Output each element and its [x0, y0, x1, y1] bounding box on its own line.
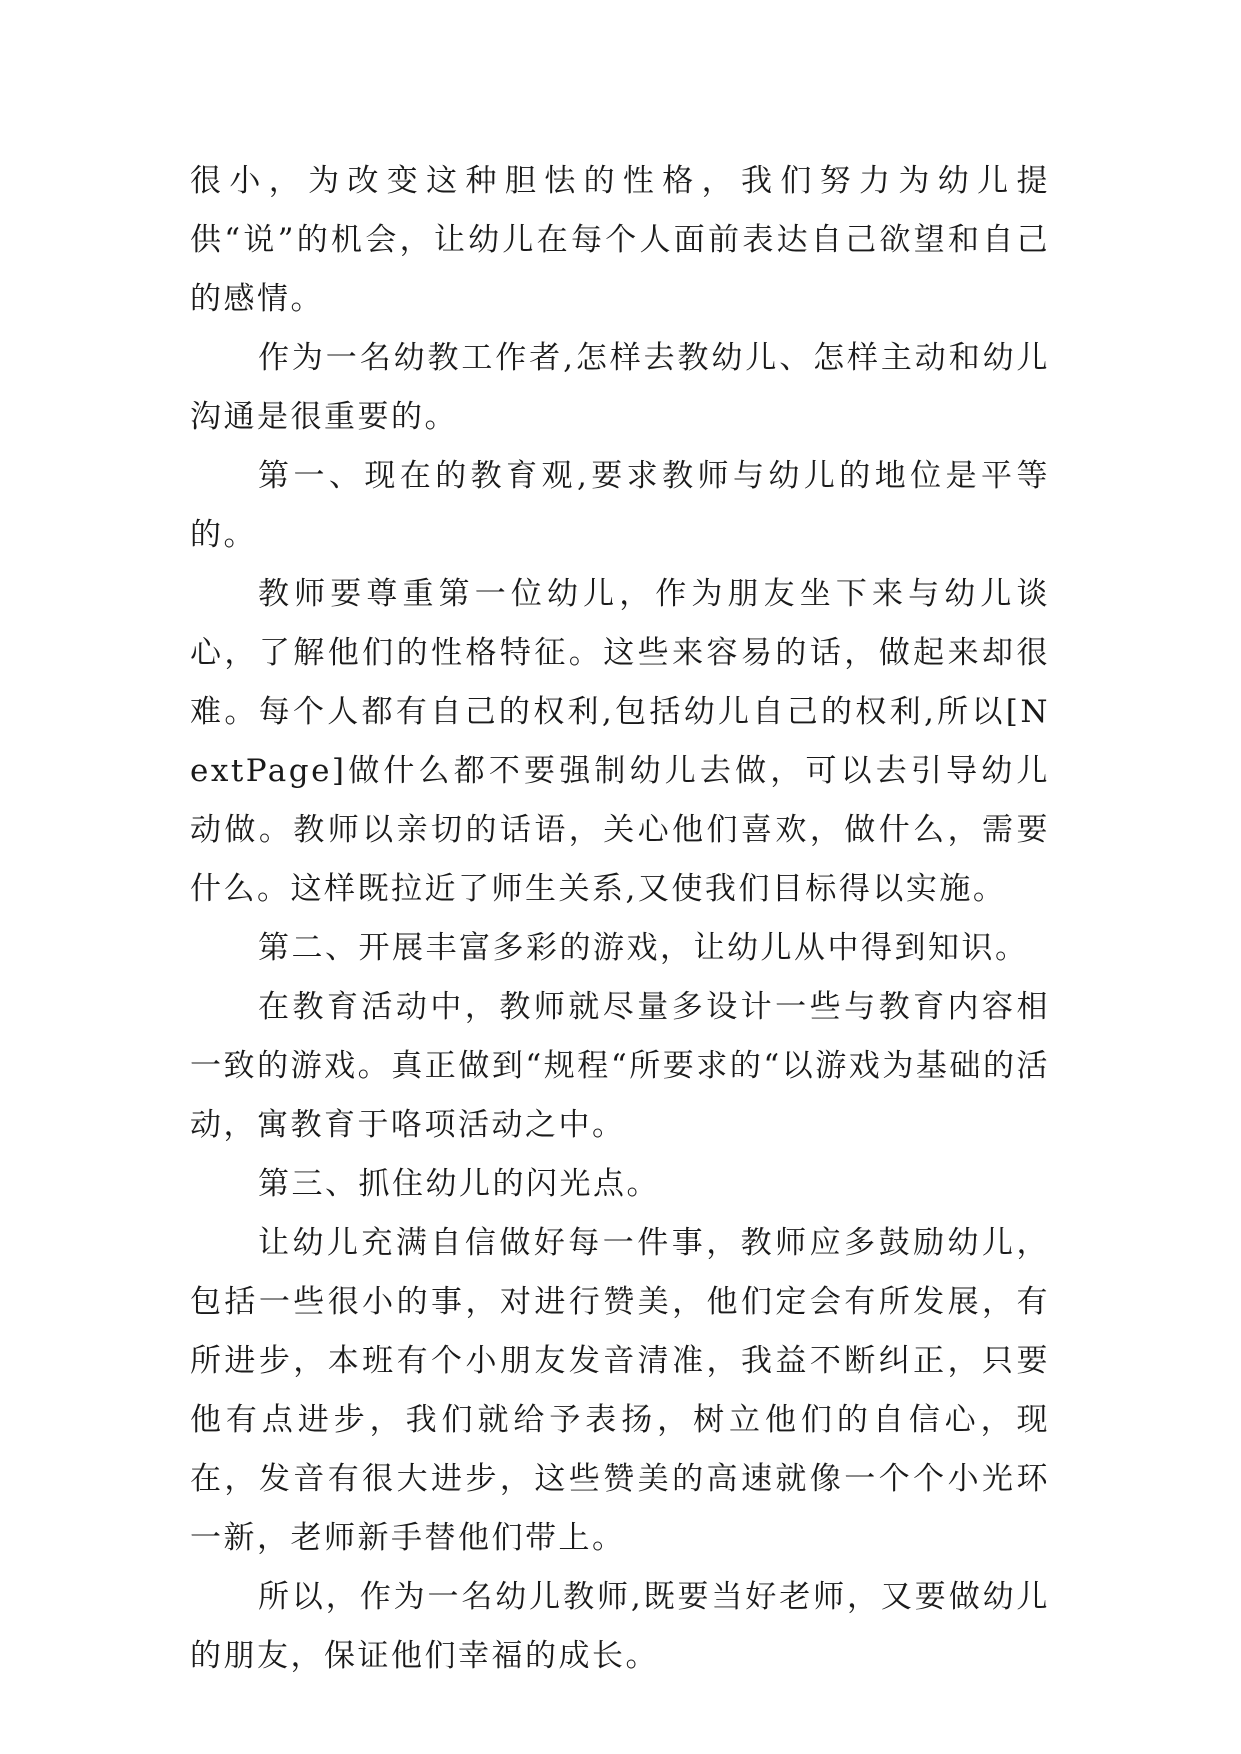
paragraph-5-heading-second: 第二、开展丰富多彩的游戏，让幼儿从中得到知识。 [258, 930, 1029, 966]
paragraph-8: 让幼儿充满自信做好每一件事，教师应多鼓励幼儿，包括一些很小的事，对进行赞美，他们定会有所发展，有所进步，本班有个小朋友发音清准，我益不断纠正，只要他有点进步，我们就给予表扬，树立他们的自信心，现在，发音有很大进步，这些赞美的高速就像一个个小光环一新，老师新手替他们带上。 [190, 1225, 1050, 1556]
paragraph-2: 作为一名幼教工作者,怎样去教幼儿、怎样主动和幼儿沟通是很重要的。 [190, 340, 1050, 435]
paragraph-3-heading-first: 第一、现在的教育观,要求教师与幼儿的地位是平等的。 [190, 458, 1050, 553]
paragraph-1: 很小，为改变这种胆怯的性格，我们努力为幼儿提供“说”的机会，让幼儿在每个人面前表达自己欲望和自己的感情。 [190, 163, 1050, 317]
document-body [190, 152, 1050, 1686]
paragraph-6: 在教育活动中，教师就尽量多设计一些与教育内容相一致的游戏。真正做到“规程“所要求的“以游戏为基础的活动，寓教育于咯项活动之中。 [190, 989, 1050, 1143]
paragraph-9-conclusion: 所以，作为一名幼儿教师,既要当好老师，又要做幼儿的朋友，保证他们幸福的成长。 [190, 1579, 1050, 1674]
paragraph-4: 教师要尊重第一位幼儿，作为朋友坐下来与幼儿谈心，了解他们的性格特征。这些来容易的话，做起来却很难。每个人都有自己的权利,包括幼儿自己的权利,所以[NextPage]做什么都不要强制幼儿去做，可以去引导幼儿动做。教师以亲切的话语，关心他们喜欢，做什么，需要什么。这样既拉近了师生关系,又使我们目标得以实施。 [190, 576, 1050, 907]
paragraph-7-heading-third: 第三、抓住幼儿的闪光点。 [258, 1166, 660, 1202]
